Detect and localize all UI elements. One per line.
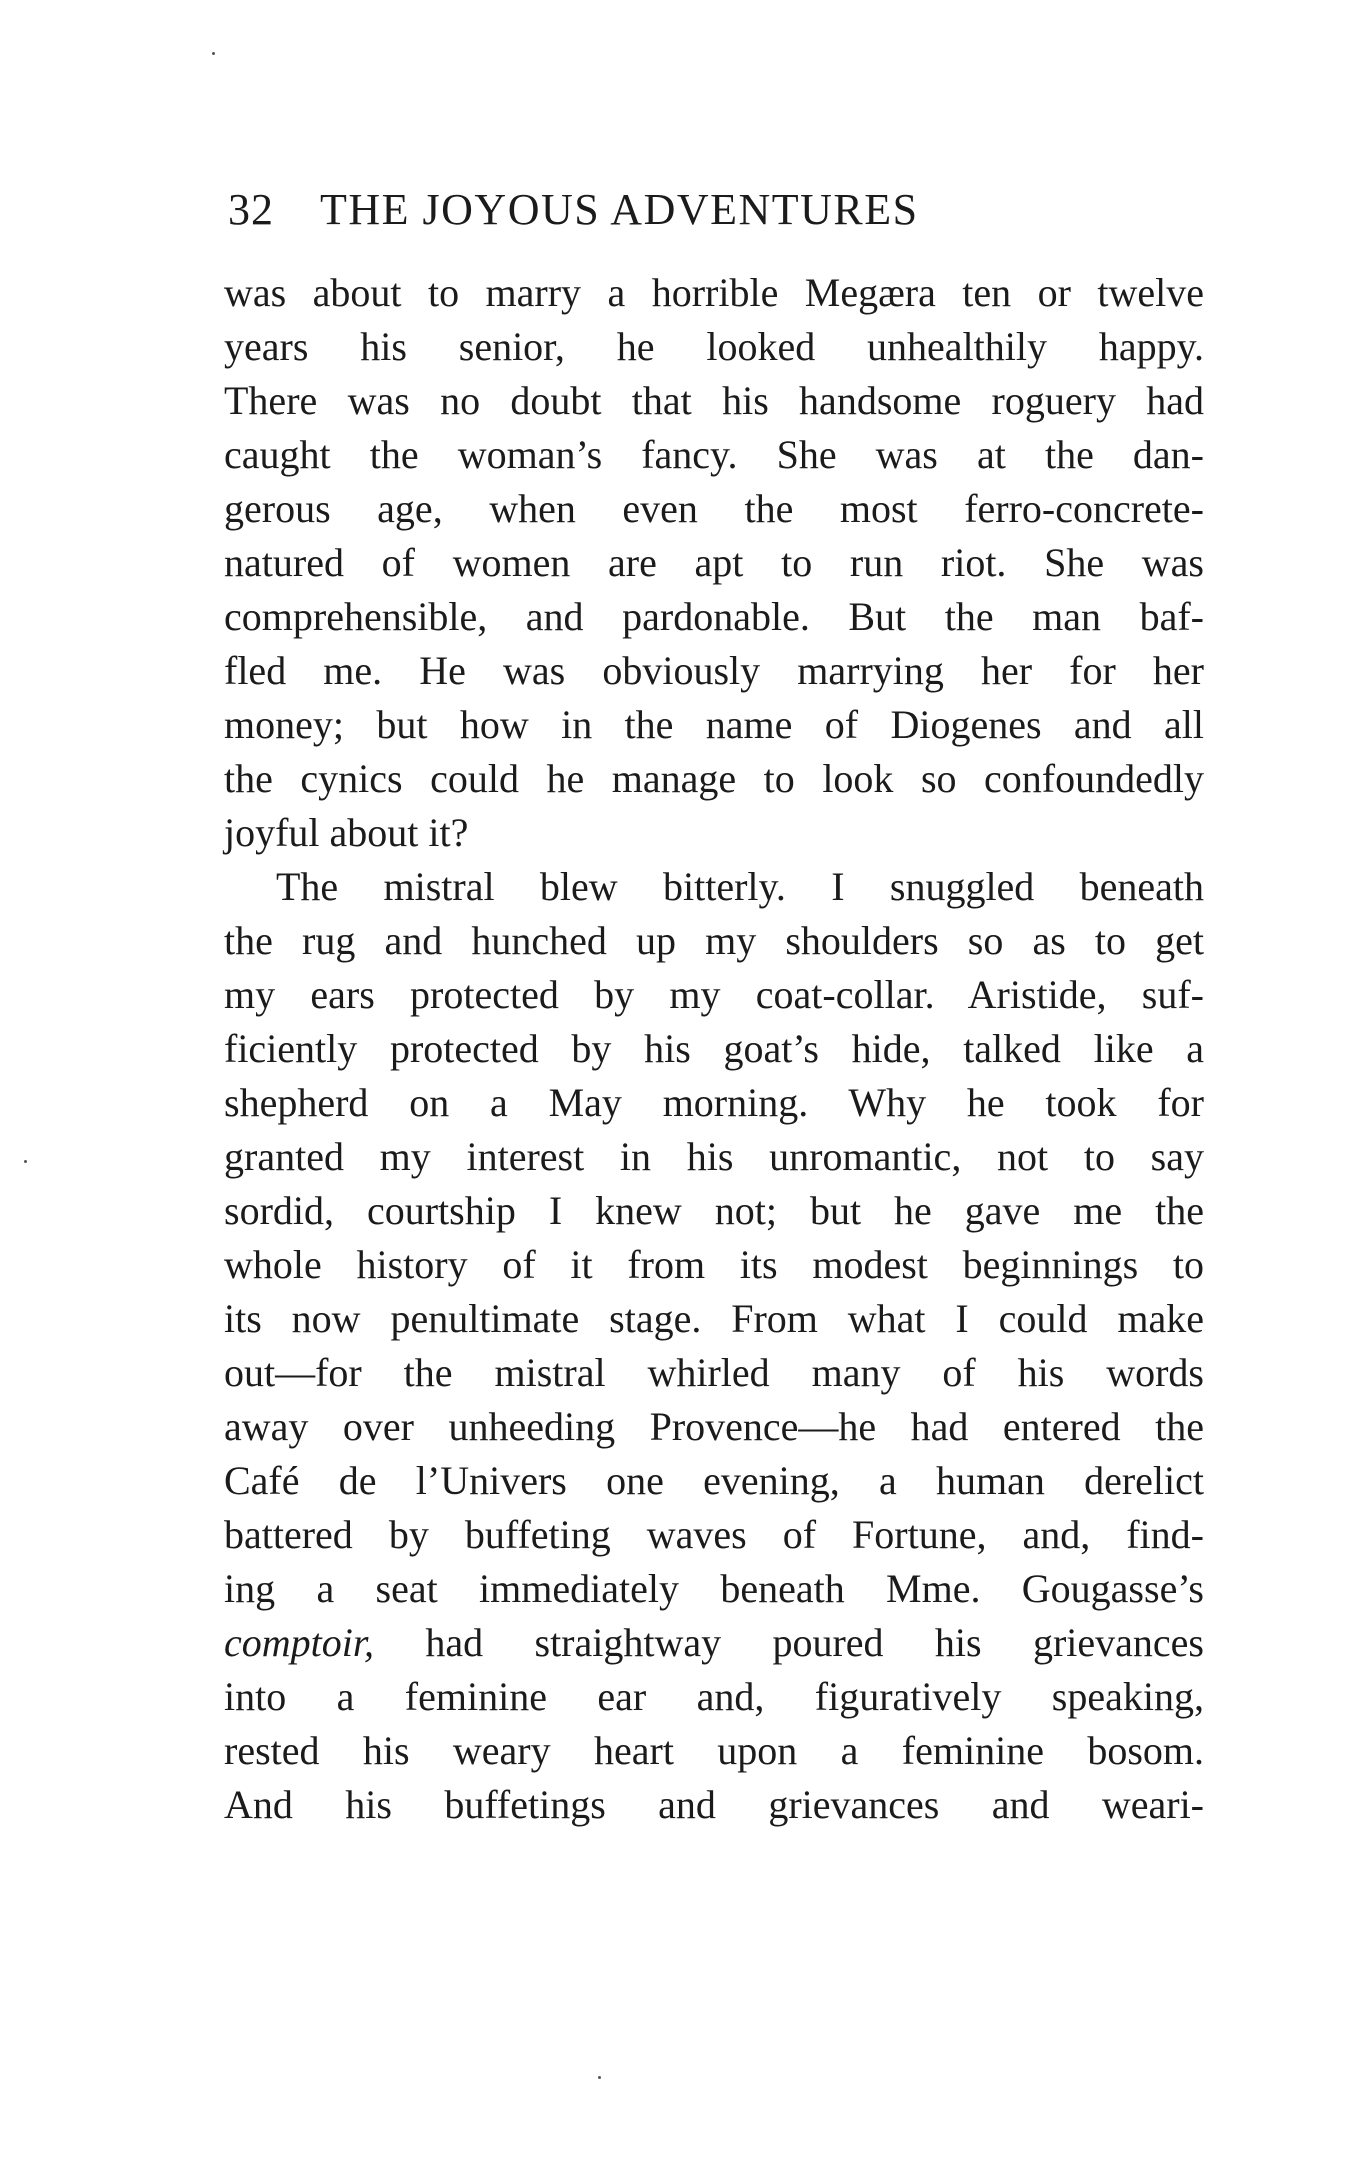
text-line: out—for the mistral whirled many of his words (224, 1350, 1204, 1395)
page-speck (598, 2076, 601, 2079)
text-line: caught the woman’s fancy. She was at the dan- (224, 432, 1204, 477)
page-speck (212, 52, 215, 55)
text-line-rest: had straightway poured his grievances (425, 1620, 1204, 1665)
page-speck (24, 1160, 27, 1163)
text-line-with-italic (224, 1616, 1204, 1670)
text-line: my ears protected by my coat-collar. Aristide, suf- (224, 972, 1204, 1017)
text-line: Café de l’Univers one evening, a human derelict (224, 1458, 1204, 1503)
text-line: money; but how in the name of Diogenes and all (224, 702, 1204, 747)
text-line: There was no doubt that his handsome roguery had (224, 378, 1204, 423)
text-line: battered by buffeting waves of Fortune, and, find- (224, 1512, 1204, 1557)
text-line: natured of women are apt to run riot. She was (224, 540, 1204, 585)
text-line: The mistral blew bitterly. I snuggled beneath (276, 864, 1204, 909)
italic-word: comptoir, (224, 1620, 374, 1665)
text-line: the cynics could he manage to look so confoundedly (224, 756, 1204, 801)
text-line: joyful about it? (224, 810, 469, 855)
text-line: ing a seat immediately beneath Mme. Gougasse’s (224, 1566, 1204, 1611)
text-line: into a feminine ear and, figuratively speaking, (224, 1674, 1204, 1719)
page-header (228, 180, 1078, 240)
text-line: fled me. He was obviously marrying her for her (224, 648, 1204, 693)
text-line: granted my interest in his unromantic, not to say (224, 1134, 1204, 1179)
page-number: 32 (228, 185, 274, 234)
text-line: rested his weary heart upon a feminine bosom. (224, 1728, 1204, 1773)
text-line: gerous age, when even the most ferro-concrete- (224, 486, 1204, 531)
text-line: away over unheeding Provence—he had entered the (224, 1404, 1204, 1449)
text-line: And his buffetings and grievances and weari- (224, 1782, 1204, 1827)
text-line: ficiently protected by his goat’s hide, talked like a (224, 1026, 1204, 1071)
text-line: comprehensible, and pardonable. But the man baf- (224, 594, 1204, 639)
text-line: whole history of it from its modest beginnings to (224, 1242, 1204, 1287)
text-line: the rug and hunched up my shoulders so as to get (224, 918, 1204, 963)
body-text (224, 266, 1204, 1832)
text-line: sordid, courtship I knew not; but he gave me the (224, 1188, 1204, 1233)
text-line: was about to marry a horrible Megæra ten or twelve (224, 270, 1204, 315)
text-line: its now penultimate stage. From what I could make (224, 1296, 1204, 1341)
running-head: THE JOYOUS ADVENTURES (320, 185, 919, 234)
text-line: years his senior, he looked unhealthily happy. (224, 324, 1204, 369)
text-line: shepherd on a May morning. Why he took for (224, 1080, 1204, 1125)
